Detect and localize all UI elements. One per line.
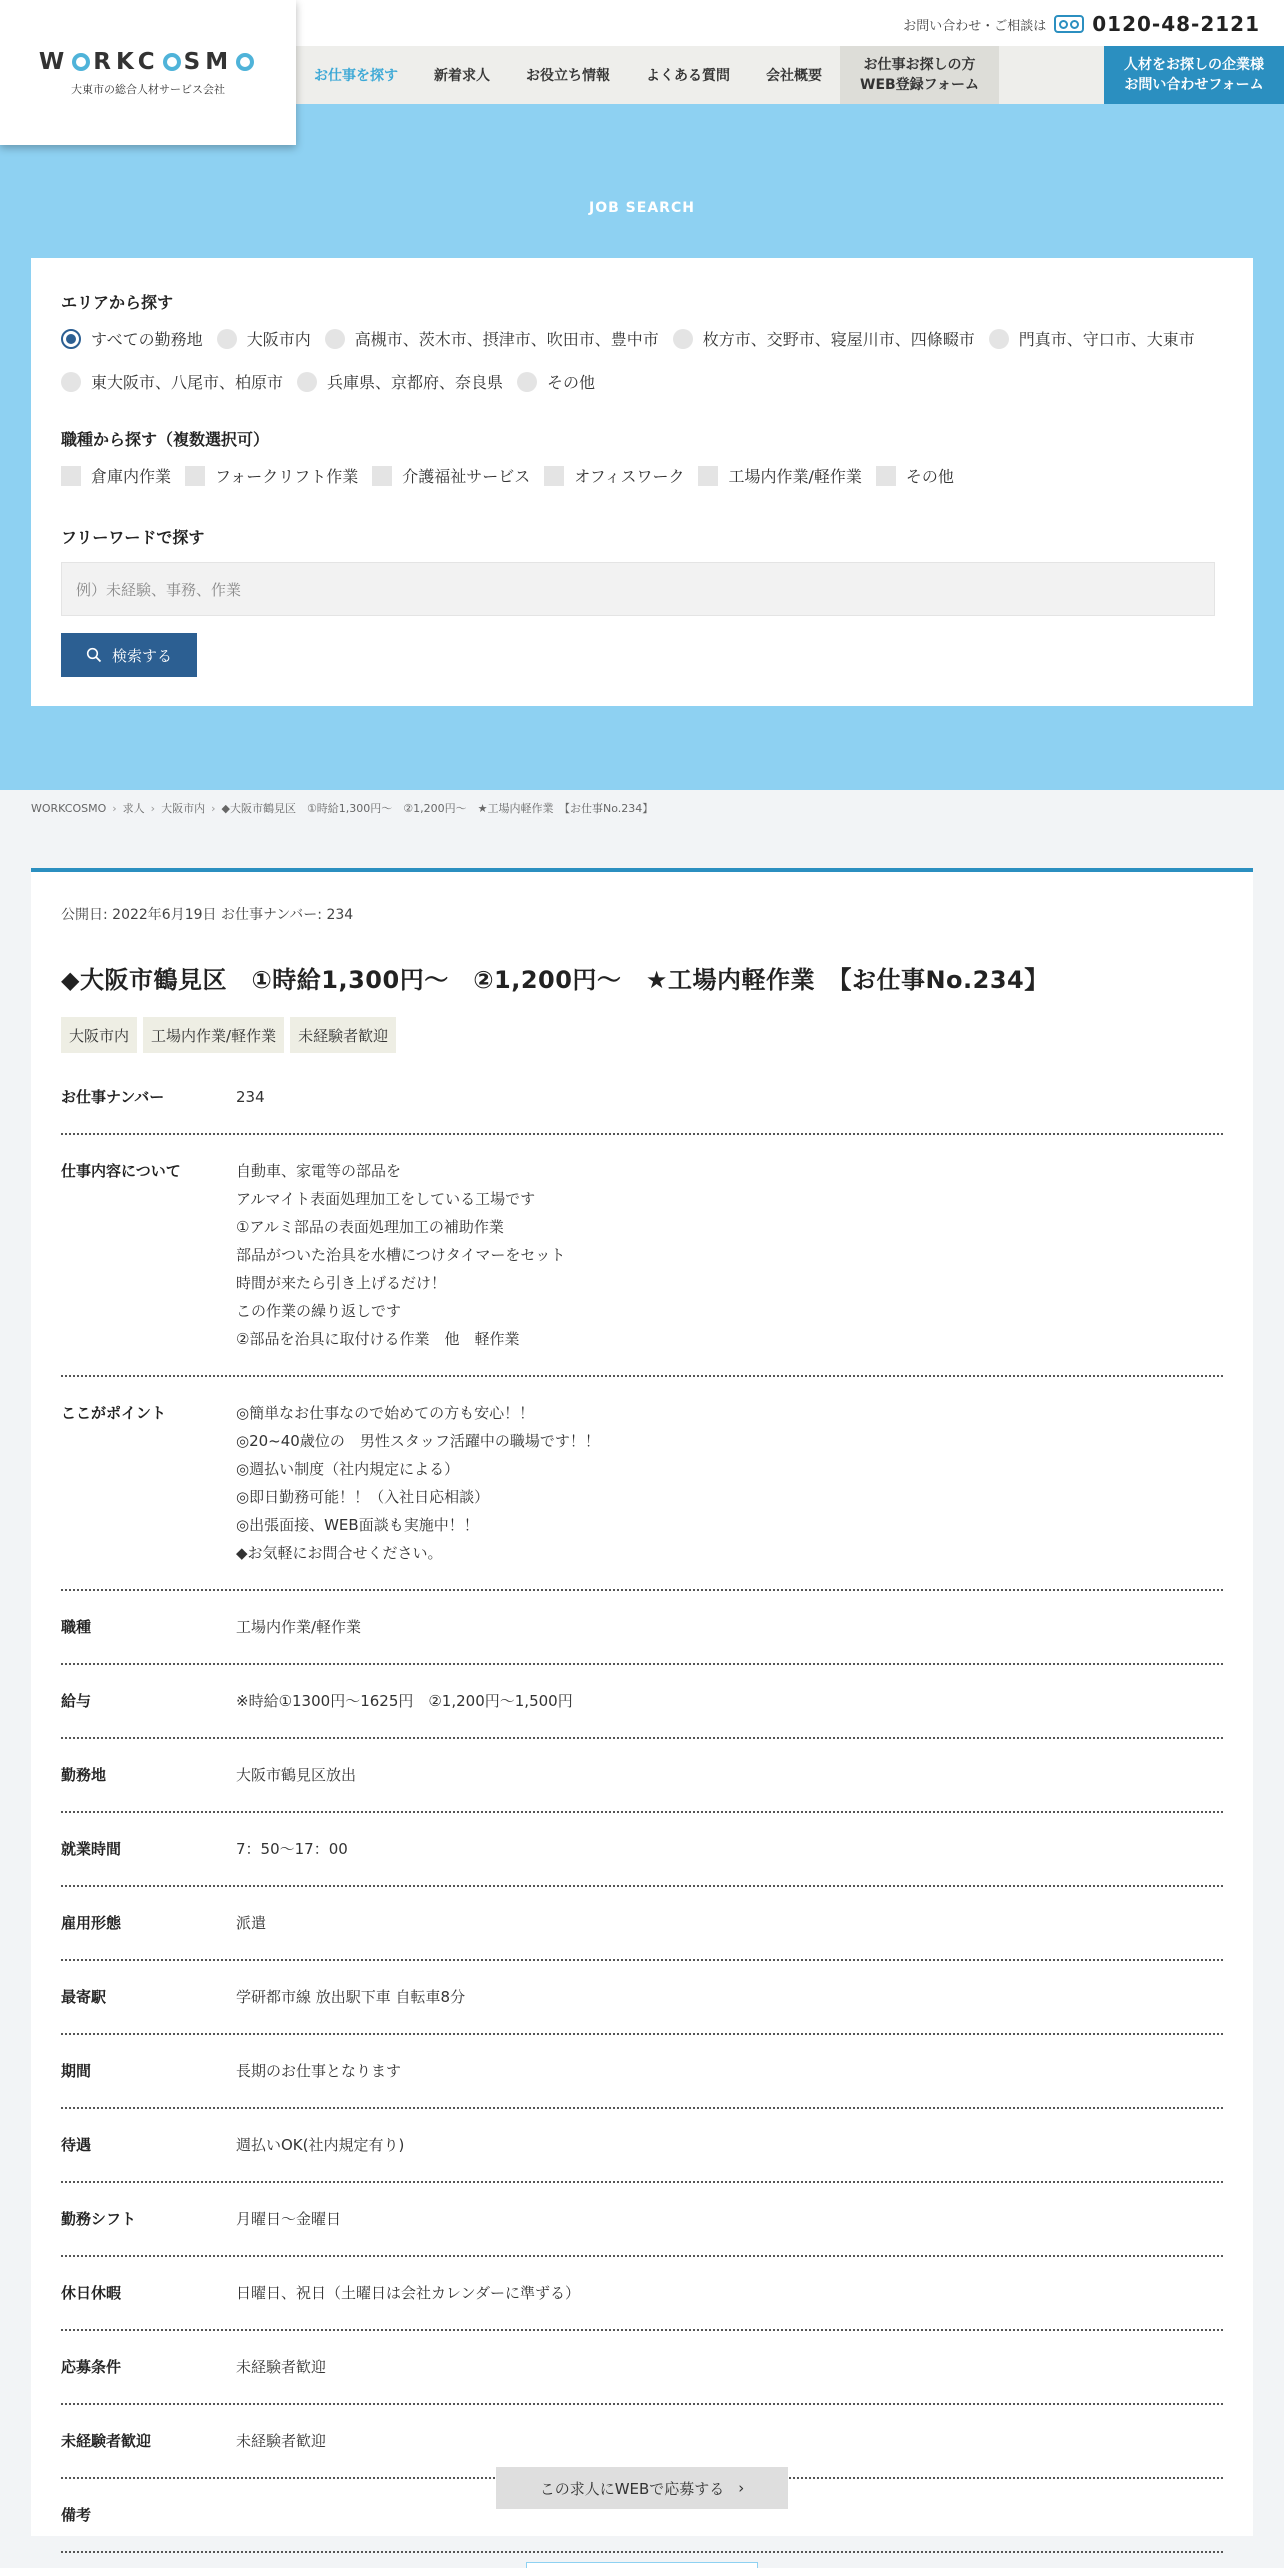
nav-company-line1: 人材をお探しの企業様 <box>1124 57 1264 73</box>
area-radio-label: 東大阪市、八尾市、柏原市 <box>91 373 284 392</box>
area-radio-label: 枚方市、交野市、寝屋川市、四條畷市 <box>702 330 975 349</box>
job-search-section <box>0 104 1284 790</box>
nav-company-form[interactable] <box>1104 46 1284 104</box>
checkbox-icon <box>876 466 896 486</box>
logo-subtitle: 大東市の総合人材サービス会社 <box>71 82 225 96</box>
area-radio-label: 兵庫県、京都府、奈良県 <box>327 373 504 392</box>
checkbox-icon <box>185 466 205 486</box>
nav-company[interactable]: 会社概要 <box>766 68 822 84</box>
area-radio-label: 大阪市内 <box>246 330 311 349</box>
logo-o-mark <box>236 53 254 71</box>
detail-value: ◎簡単なお仕事なので始めての方も安心！！ ◎20~40歳位の 男性スタッフ活躍中の職場です！！ ◎週払い制度（社内規定による） ◎即日勤務可能！！（入社日応相談） ◎出張面接、WEB面談も実施中！！ ◆お気軽にお問合せください。 <box>236 1404 600 1562</box>
freedial-icon <box>1054 15 1084 33</box>
checkbox-icon <box>544 466 564 486</box>
breadcrumb-current: ◆大阪市鶴見区 ①時給1,300円〜 ②1,200円〜 ★工場内軽作業 【お仕事No.234】 <box>221 802 654 815</box>
nav-job-seeker-form[interactable] <box>840 46 999 104</box>
detail-label: 期間 <box>61 2062 92 2080</box>
detail-value: 工場内作業/軽作業 <box>236 1618 362 1636</box>
job-title: ◆大阪市鶴見区 ①時給1,300円〜 ②1,200円〜 ★工場内軽作業 【お仕事No.234】 <box>61 966 1049 994</box>
nav-find-jobs[interactable]: お仕事を探す <box>314 68 398 84</box>
detail-row <box>61 1591 1223 1665</box>
search-icon <box>86 647 102 663</box>
detail-label: 応募条件 <box>61 2358 122 2376</box>
checkbox-icon <box>372 466 392 486</box>
radio-icon <box>217 329 237 349</box>
radio-icon <box>673 329 693 349</box>
detail-label: 勤務地 <box>61 1766 107 1784</box>
job-type-checkbox[interactable] <box>876 464 954 487</box>
logo[interactable] <box>0 0 296 145</box>
detail-value: 日曜日、祝日（土曜日は会社カレンダーに準ずる） <box>236 2284 581 2302</box>
job-type-label-text: 倉庫内作業 <box>91 467 172 486</box>
detail-label: 最寄駅 <box>61 1988 107 2006</box>
detail-row <box>61 1061 1223 1135</box>
area-radio-hirakata[interactable] <box>673 327 975 350</box>
detail-row <box>61 1887 1223 1961</box>
nav-job-seeker-line1: お仕事お探しの方 <box>863 57 976 73</box>
radio-icon <box>297 372 317 392</box>
main-nav <box>296 46 1284 104</box>
search-button[interactable] <box>61 633 197 677</box>
detail-row <box>61 2183 1223 2257</box>
detail-row <box>61 1739 1223 1813</box>
job-detail-table <box>61 1061 1223 2553</box>
radio-icon <box>325 329 345 349</box>
search-form <box>31 258 1253 706</box>
free-word-input[interactable]: 例）未経験、事務、作業 <box>61 562 1215 616</box>
area-radio-kadoma[interactable] <box>989 327 1195 350</box>
detail-value: ※時給①1300円〜1625円 ②1,200円〜1,500円 <box>236 1692 573 1710</box>
detail-row <box>61 1377 1223 1591</box>
job-type-checkbox[interactable] <box>61 464 171 487</box>
detail-value: 未経験者歓迎 <box>236 2432 327 2450</box>
area-radio-osaka-city[interactable] <box>217 327 311 350</box>
job-type-label-text: フォークリフト作業 <box>215 467 359 486</box>
detail-label: 職種 <box>61 1618 92 1636</box>
detail-label: 休日休暇 <box>61 2284 122 2302</box>
detail-row <box>61 1135 1223 1377</box>
detail-row <box>61 1665 1223 1739</box>
area-radio-other[interactable] <box>517 370 595 393</box>
breadcrumb-home[interactable]: WORKCOSMO <box>31 801 107 815</box>
detail-row <box>61 2035 1223 2109</box>
area-radio-label: 高槻市、茨木市、摂津市、吹田市、豊中市 <box>354 330 659 349</box>
area-radio-hyogo[interactable] <box>297 370 503 393</box>
detail-label: 就業時間 <box>61 1840 122 1858</box>
contact-bar <box>903 10 1260 38</box>
detail-value: 学研都市線 放出駅下車 自転車8分 <box>236 1988 466 2006</box>
chevron-right-icon: › <box>150 801 156 815</box>
detail-label: 待遇 <box>61 2136 92 2154</box>
nav-new-jobs[interactable]: 新着求人 <box>434 68 490 84</box>
logo-o-mark <box>163 53 181 71</box>
apply-button-label: この求人にWEBで応募する <box>539 2479 725 2498</box>
job-detail-card <box>31 868 1253 2536</box>
search-button-label: 検索する <box>111 646 172 665</box>
free-word-label: フリーワードで探す <box>61 528 205 547</box>
next-section-button-edge[interactable] <box>526 2562 758 2568</box>
breadcrumb-jobs[interactable]: 求人 <box>122 802 145 815</box>
nav-company-line2: お問い合わせフォーム <box>1124 77 1264 93</box>
job-tag[interactable]: 工場内作業/軽作業 <box>143 1017 284 1053</box>
contact-label: お問い合わせ・ご相談は <box>903 18 1047 34</box>
area-radio-label: すべての勤務地 <box>91 330 203 349</box>
chevron-right-icon: › <box>112 801 117 815</box>
detail-row <box>61 2257 1223 2331</box>
radio-icon <box>517 372 537 392</box>
job-type-checkbox[interactable] <box>372 464 530 487</box>
detail-value: 自動車、家電等の部品を アルマイト表面処理加工をしている工場です ①アルミ部品の表面処理加工の補助作業 部品がついた治具を水槽につけタイマーをセット 時間が来たら引き上げるだけ！ この作業の繰り返しです ②部品を治具に取付ける作業 他 軽作業 <box>236 1162 566 1348</box>
apply-web-button[interactable] <box>496 2467 788 2509</box>
area-radio-group <box>61 327 1223 393</box>
detail-row <box>61 2331 1223 2405</box>
detail-row <box>61 1961 1223 2035</box>
detail-label: 雇用形態 <box>61 1914 122 1932</box>
job-search-title: JOB SEARCH <box>589 200 695 216</box>
breadcrumb <box>31 800 653 816</box>
job-type-label-text: その他 <box>905 467 954 486</box>
phone-number[interactable]: 0120-48-2121 <box>1092 12 1260 36</box>
detail-label: ここがポイント <box>61 1404 167 1422</box>
radio-icon <box>61 372 81 392</box>
detail-value: 月曜日〜金曜日 <box>236 2210 342 2228</box>
job-published-info: 公開日: 2022年6月19日 お仕事ナンバー: 234 <box>61 907 354 923</box>
detail-value: 大阪市鶴見区放出 <box>236 1766 357 1784</box>
job-type-checkbox[interactable] <box>698 464 861 487</box>
radio-checked-icon <box>61 329 81 349</box>
area-radio-all[interactable] <box>61 327 203 350</box>
job-type-checkbox[interactable] <box>544 464 684 487</box>
detail-label: 備考 <box>61 2506 92 2524</box>
chevron-right-icon: › <box>738 2479 745 2497</box>
detail-label: 仕事内容について <box>61 1162 181 1180</box>
nav-faq[interactable]: よくある質問 <box>646 68 730 84</box>
detail-value: 7：50〜17：00 <box>236 1840 348 1858</box>
detail-value: 234 <box>236 1088 265 1106</box>
detail-row <box>61 2109 1223 2183</box>
area-radio-takatsuki[interactable] <box>325 327 659 350</box>
nav-useful-info[interactable]: お役立ち情報 <box>526 68 610 84</box>
area-radio-label: その他 <box>547 373 596 392</box>
job-type-label-text: オフィスワーク <box>574 467 685 486</box>
checkbox-icon <box>61 466 81 486</box>
job-tags <box>61 1017 1223 1053</box>
job-type-checkbox-group <box>61 464 1223 487</box>
checkbox-icon <box>698 466 718 486</box>
logo-text: W RKC SM <box>39 49 257 75</box>
detail-row <box>61 1813 1223 1887</box>
detail-label: 未経験者歓迎 <box>61 2432 152 2450</box>
detail-label: 給与 <box>61 1692 92 1710</box>
logo-o-mark <box>72 53 90 71</box>
job-type-checkbox[interactable] <box>185 464 358 487</box>
area-radio-higashiosaka[interactable] <box>61 370 283 393</box>
radio-icon <box>989 329 1009 349</box>
detail-value: 週払いOK(社内規定有り) <box>236 2136 405 2154</box>
breadcrumb-area[interactable]: 大阪市内 <box>161 802 206 815</box>
job-type-label-text: 介護福祉サービス <box>402 467 531 486</box>
chevron-right-icon: › <box>211 801 216 815</box>
detail-label: お仕事ナンバー <box>61 1088 165 1106</box>
job-tag[interactable]: 未経験者歓迎 <box>290 1017 396 1053</box>
area-label: エリアから探す <box>61 293 174 312</box>
detail-value: 長期のお仕事となります <box>236 2062 402 2080</box>
detail-value: 派遣 <box>236 1914 267 1932</box>
job-tag[interactable]: 大阪市内 <box>61 1017 137 1053</box>
area-radio-label: 門真市、守口市、大東市 <box>1018 330 1195 349</box>
nav-job-seeker-line2: WEB登録フォーム <box>860 77 979 93</box>
detail-value: 未経験者歓迎 <box>236 2358 327 2376</box>
job-type-label-text: 工場内作業/軽作業 <box>728 467 862 486</box>
job-type-label: 職種から探す（複数選択可） <box>61 430 270 449</box>
detail-label: 勤務シフト <box>61 2210 137 2228</box>
